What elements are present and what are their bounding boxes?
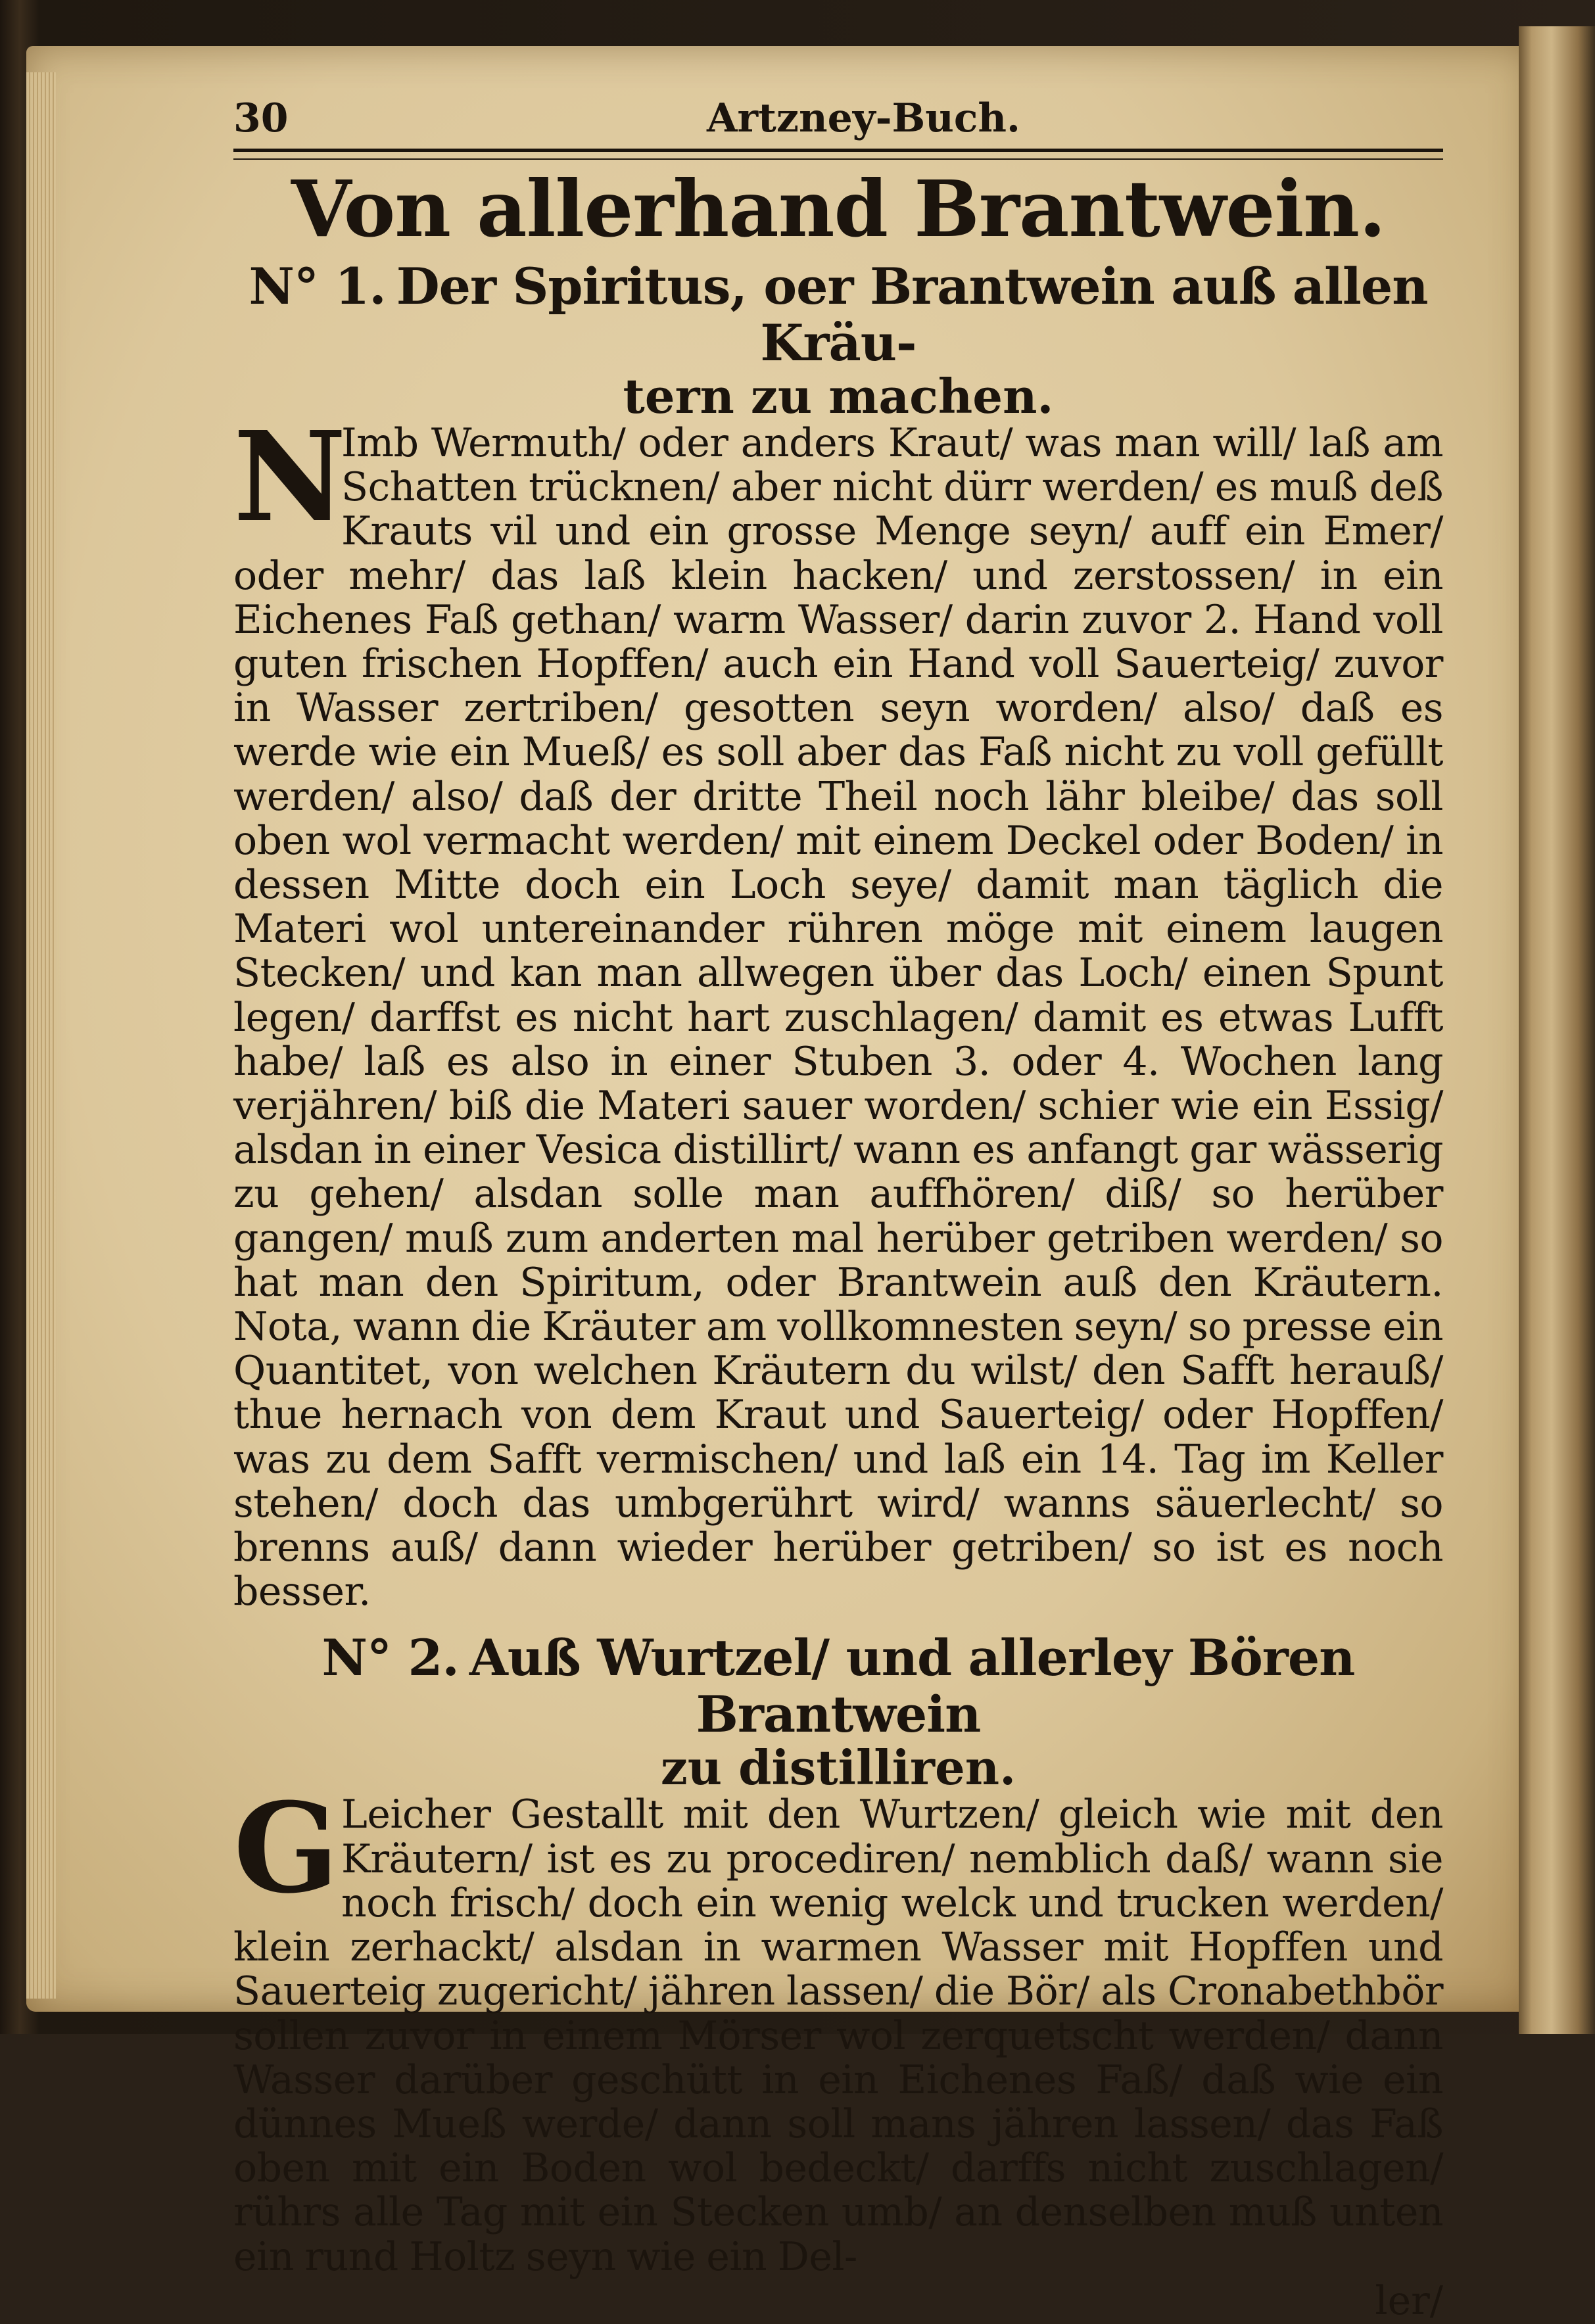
- recipe-2-heading: [233, 1630, 1443, 1743]
- head-rule: [233, 149, 1443, 160]
- recipe-1-body: [233, 404, 1443, 1615]
- recipe-2-title-line1: Auß Wurtzel/ und allerley Bören Brantwein: [469, 1628, 1355, 1744]
- recipe-2-title-line2: zu distilliren.: [660, 1740, 1016, 1796]
- recipe-2-body: [233, 1776, 1443, 2280]
- running-head-title: Artzney-Buch.: [707, 95, 1020, 141]
- book-gutter: [1519, 26, 1595, 2034]
- page-edges: [26, 72, 56, 1999]
- recipe-2-dropcap: G: [233, 1776, 339, 1922]
- recipe-1: [233, 258, 1443, 1614]
- running-head: [233, 92, 1443, 145]
- recipe-1-number: N° 1.: [249, 257, 386, 316]
- page-title: Von allerhand Brantwein.: [291, 163, 1386, 254]
- recipe-1-title-line1: Der Spiritus, oer Brantwein auß allen Kräu-: [396, 257, 1428, 372]
- recipe-2-number: N° 2.: [321, 1628, 459, 1688]
- recipe-1-title-line2: tern zu machen.: [623, 368, 1054, 424]
- recipe-1-text: Imb Wermuth/ oder anders Kraut/ was man will/ laß am Schatten trücknen/ aber nicht dürr werden/ es muß deß Krauts vil und ein grosse Menge seyn/ auff ein Emer/ oder mehr/ das laß klein hacken/ und zerstossen/ in ein Eichenes Faß gethan/ warm Wasser/ darin zuvor 2. Hand voll guten frischen Hopffen/ auch ein Hand voll Sauerteig/ zuvor in Wasser zertriben/ gesotten seyn worden/ also/ daß es werde wie ein Mueß/ es soll aber das Faß nicht zu voll gefüllt werden/ also/ daß der dritte Theil noch lähr bleibe/ das soll oben wol vermacht werden/ mit einem Deckel oder Boden/ in dessen Mitte doch ein Loch seye/ damit man täglich die Materi wol untereinander rühren möge mit einem laugen Stecken/ und kan man allwegen über das Loch/ einen Spunt legen/ darffst es nicht hart zuschlagen/ damit es etwas Lufft habe/ laß es also in einer Stuben 3. oder 4. Wochen lang verjähren/ biß die Materi sauer worden/ schier wie ein Essig/ alsdan in einer Vesica distillirt/ wann es anfangt gar wässerig zu gehen/ alsdan solle man auffhören/ diß/ so herüber gangen/ muß zum anderten mal herüber getriben werden/ so hat man den Spiritum, oder Brantwein auß den Kräutern. Nota, wann die Kräuter am vollkomnesten seyn/ so presse ein Quantitet, von welchen Kräutern du wilst/ den Safft herauß/ thue hernach von dem Kraut und Sauerteig/ oder Hopffen/ was zu dem Safft vermischen/ und laß ein 14. Tag im Keller stehen/ doch das umbgerührt wird/ wanns säuerlecht/ so brenns auß/ dann wieder herüber getriben/ so ist es noch besser.: [233, 420, 1443, 1615]
- recipe-1-dropcap: N: [233, 404, 346, 550]
- page-number: 30: [233, 95, 289, 141]
- page-content: [233, 92, 1443, 2323]
- catchword: ler/: [1375, 2277, 1443, 2324]
- recipe-2-text: Leicher Gestallt mit den Wurtzen/ gleich wie mit den Kräutern/ ist es zu procediren/ nemblich daß/ wann sie noch frisch/ doch ein wenig welck und trucken werden/ klein zerhackt/ alsdan in warmen Wasser mit Hopffen und Sauerteig zugericht/ jähren lassen/ die Bör/ als Cronabethbör sollen zuvor in einem Mörser wol zerquetscht werden/ dann Wasser darüber geschütt in ein Eichenes Faß/ daß wie ein dünnes Mueß werde/ dann soll mans jähren lassen/ das Faß oben mit ein Boden wol bedeckt/ darffs nicht zuschlagen/ rührs alle Tag mit ein Stecken umb/ an denselben muß unten ein rund Holtz seyn wie ein Del-: [233, 1791, 1443, 2280]
- recipe-2: [233, 1630, 1443, 2279]
- recipe-1-heading: [233, 258, 1443, 371]
